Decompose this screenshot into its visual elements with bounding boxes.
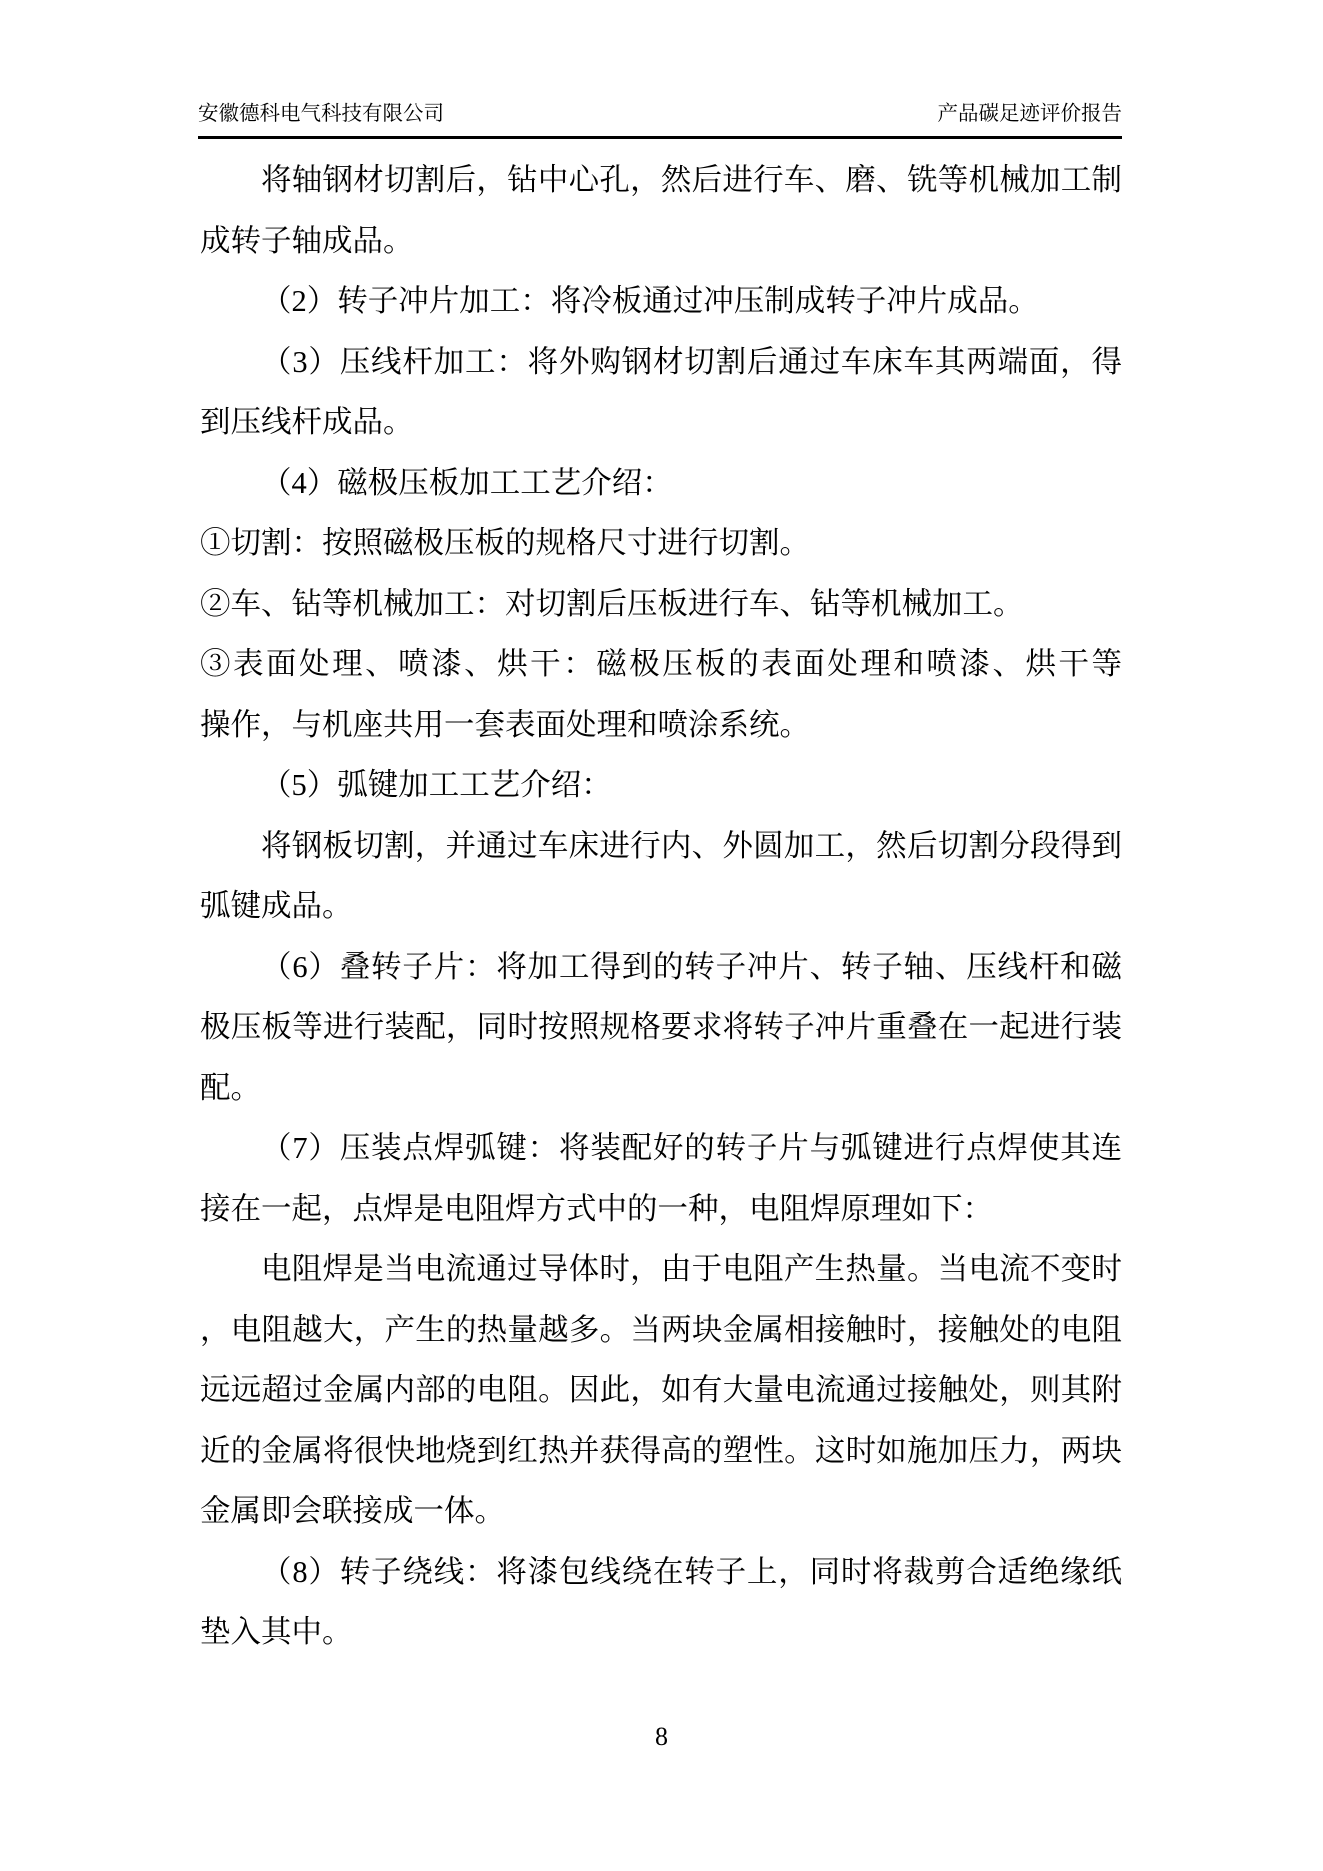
text-line: 金属即会联接成一体。 [200, 1494, 505, 1528]
text-line: 远远超过金属内部的电阻。因此，如有大量电流通过接触处，则其附 [200, 1373, 1122, 1407]
text-line: 近的金属将很快地烧到红热并获得高的塑性。这时如施加压力，两块 [200, 1433, 1122, 1468]
text-line: ②车、钻等机械加工：对切割后压板进行车、钻等机械加工。 [200, 586, 1024, 621]
page-header [198, 100, 1122, 139]
text-line: 到压线杆成品。 [200, 405, 414, 439]
text-line: 电阻焊是当电流通过导体时，由于电阻产生热量。当电流不变时 [261, 1252, 1122, 1286]
text-line: 成转子轴成品。 [200, 223, 414, 258]
text-line: 将钢板切割，并通过车床进行内、外圆加工，然后切割分段得到 [261, 828, 1122, 863]
page-number: 8 [655, 1722, 668, 1751]
text-line: 配。 [200, 1070, 261, 1105]
text-line: （5）弧键加工工艺介绍： [261, 768, 612, 802]
text-line: 极压板等进行装配，同时按照规格要求将转子冲片重叠在一起进行装 [200, 1010, 1122, 1044]
text-line: ③表面处理、喷漆、烘干：磁极压板的表面处理和喷漆、烘干等 [200, 647, 1122, 681]
text-line: （4）磁极压板加工工艺介绍： [261, 465, 673, 500]
text-line: （3）压线杆加工：将外购钢材切割后通过车床车其两端面，得 [261, 344, 1122, 379]
text-line: （6）叠转子片：将加工得到的转子冲片、转子轴、压线杆和磁 [261, 949, 1122, 984]
text-line: ，电阻越大，产生的热量越多。当两块金属相接触时，接触处的电阻 [200, 1312, 1122, 1347]
text-line: （7）压装点焊弧键：将装配好的转子片与弧键进行点焊使其连 [261, 1131, 1122, 1165]
text-line: 接在一起，点焊是电阻焊方式中的一种，电阻焊原理如下： [200, 1191, 993, 1226]
text-line: 将轴钢材切割后，钻中心孔，然后进行车、磨、铣等机械加工制 [261, 163, 1122, 197]
text-line: ①切割：按照磁极压板的规格尺寸进行切割。 [200, 526, 810, 560]
text-line: （8）转子绕线：将漆包线绕在转子上，同时将裁剪合适绝缘纸 [261, 1554, 1122, 1589]
text-line: 操作，与机座共用一套表面处理和喷涂系统。 [200, 707, 810, 742]
document-body [200, 150, 1122, 1663]
text-line: 垫入其中。 [200, 1615, 353, 1649]
report-title: 产品碳足迹评价报告 [937, 103, 1122, 125]
text-line: （2）转子冲片加工：将冷板通过冲压制成转子冲片成品。 [261, 284, 1039, 318]
text-line: 弧键成品。 [200, 889, 353, 923]
company-name: 安徽德科电气科技有限公司 [198, 103, 444, 125]
